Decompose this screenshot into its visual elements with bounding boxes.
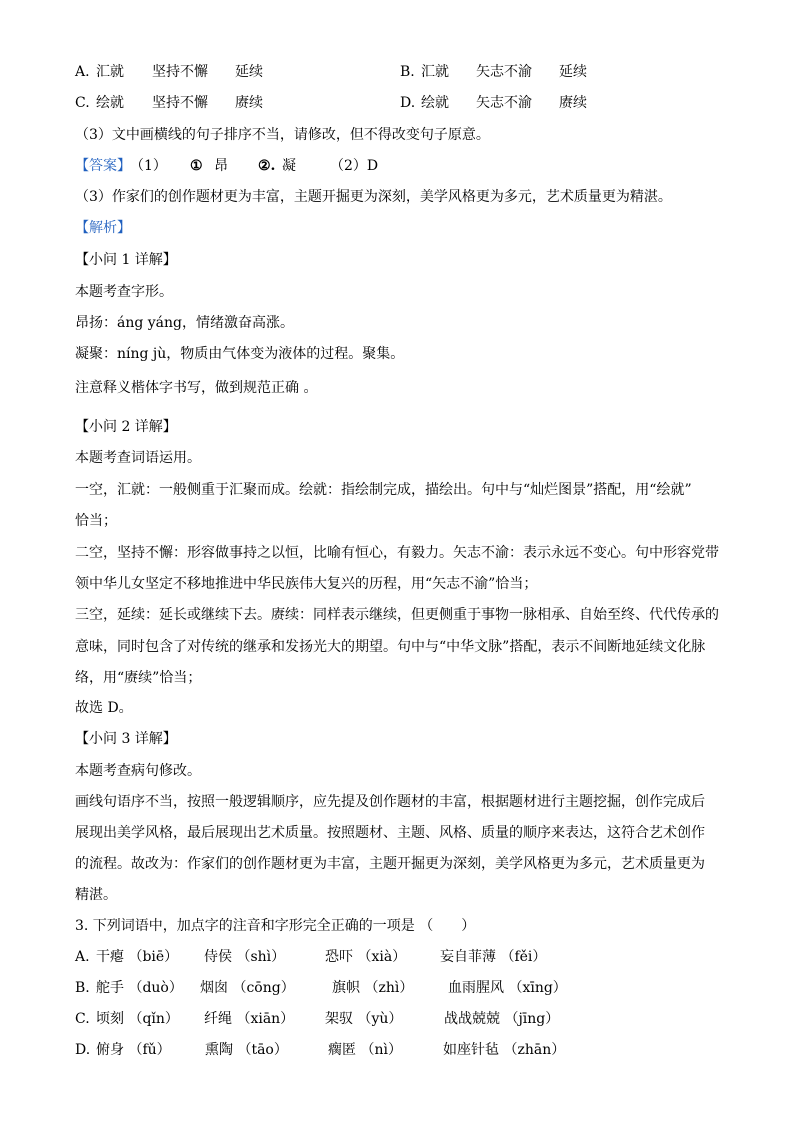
q3-option-d-item-1: 俯身 （fǔ）	[96, 1042, 171, 1058]
sub2-line-5: 领中华儿女坚定不移地推进中华民族伟大复兴的历程，用“矢志不渝”恰当；	[75, 576, 538, 592]
option-d-word3: 赓续	[559, 95, 587, 111]
option-c-letter: C.	[75, 95, 90, 111]
answer-part-2: （2）D	[330, 158, 379, 174]
option-a-letter: A.	[75, 64, 90, 80]
sub2-line-3: 恰当；	[75, 513, 117, 529]
answer-part-1: （1）	[130, 158, 167, 174]
q3-option-d-item-3: 瘸匿 （nì）	[328, 1042, 402, 1058]
q3-option-d-item-4: 如座针毡 （zhān）	[443, 1042, 566, 1058]
q3-option-c-item-1: 顷刻 （qǐn）	[96, 1011, 179, 1027]
sub2-line-2: 一空，汇就：一般侧重于汇聚而成。绘就：指绘制完成，描绘出。句中与“灿烂图景”搭配，用“绘就”	[75, 482, 692, 498]
option-c-word1: 绘就	[96, 95, 124, 111]
sub2-line-8: 络，用“赓续”恰当；	[75, 670, 202, 686]
sub2-line-6: 三空，延续：延长或继续下去。赓续：同样表示继续，但更侧重于事物一脉相承、自始至终、代代传承的	[75, 607, 719, 623]
option-b-word2: 矢志不渝	[476, 64, 532, 80]
option-d-letter: D.	[400, 95, 416, 111]
q3-option-c-letter: C.	[75, 1011, 90, 1027]
answer-1: 昂	[214, 158, 228, 174]
sub3-line-3: 展现出美学风格，最后展现出艺术质量。按照题材、主题、风格、质量的顺序来表达，这符合艺术创作	[75, 825, 705, 841]
question-3-stem: 3. 下列词语中，加点字的注音和字形完全正确的一项是 （ ）	[75, 918, 476, 934]
q3-option-c-item-4: 战战兢兢 （jīng）	[444, 1011, 560, 1027]
sub3-line-1: 本题考查病句修改。	[75, 763, 201, 779]
analysis-label: 【解析】	[75, 220, 131, 236]
answer-label: 【答案】	[75, 158, 131, 174]
option-b-letter: B.	[400, 64, 415, 80]
option-a-word1: 汇就	[96, 64, 124, 80]
q3-option-a-item-1: 干瘪 （biē）	[96, 949, 179, 965]
q3-option-c-item-2: 纤绳 （xiān）	[204, 1011, 295, 1027]
answer-2: 凝	[282, 158, 296, 174]
q3-option-b-item-3: 旗帜 （zhì）	[332, 980, 414, 996]
sub2-title: 【小问 2 详解】	[75, 419, 177, 435]
q3-option-d-item-2: 熏陶 （tāo）	[205, 1042, 288, 1058]
answer-part-3: （3）作家们的创作题材更为丰富，主题开掘更为深刻，美学风格更为多元，艺术质量更为精湛。	[75, 189, 672, 205]
option-c-word2: 坚持不懈	[152, 95, 208, 111]
option-d-word1: 绘就	[421, 95, 449, 111]
option-c-word3: 赓续	[235, 95, 263, 111]
sub2-line-1: 本题考查词语运用。	[75, 450, 201, 466]
q3-option-b-item-1: 舵手 （duò）	[96, 980, 183, 996]
q3-option-d-letter: D.	[75, 1042, 91, 1058]
q3-option-a-item-3: 恐吓 （xià）	[325, 949, 407, 965]
q3-option-a-item-2: 侍侯 （shì）	[204, 949, 286, 965]
sub1-title: 【小问 1 详解】	[75, 252, 177, 268]
q3-option-b-letter: B.	[75, 980, 90, 996]
sub3-title: 【小问 3 详解】	[75, 731, 177, 747]
option-d-word2: 矢志不渝	[476, 95, 532, 111]
sub3-line-2: 画线句语序不当，按照一般逻辑顺序，应先提及创作题材的丰富，根据题材进行主题挖掘，创作完成后	[75, 794, 705, 810]
q3-option-a-item-4: 妄自菲薄 （fěi）	[440, 949, 547, 965]
sub3-line-5: 精湛。	[75, 887, 117, 903]
sub1-line-1: 本题考查字形。	[75, 284, 173, 300]
answer-circle-1: ①	[190, 158, 203, 174]
q3-option-c-item-3: 架驭 （yù）	[325, 1011, 403, 1027]
option-a-word3: 延续	[235, 64, 263, 80]
sub1-line-4: 注意释义楷体字书写，做到规范正确 。	[75, 380, 318, 396]
option-b-word1: 汇就	[421, 64, 449, 80]
sub2-line-7: 意味，同时包含了对传统的继承和发扬光大的期望。句中与“中华文脉”搭配，表示不间断地延续文化脉	[75, 639, 706, 655]
question-2-part-3: （3）文中画横线的句子排序不当，请修改，但不得改变句子原意。	[75, 127, 490, 143]
sub1-line-3: 凝聚：níng jù，物质由气体变为液体的过程。聚集。	[75, 346, 405, 362]
option-b-word3: 延续	[559, 64, 587, 80]
answer-circle-2: ②.	[258, 158, 276, 174]
sub3-line-4: 的流程。故改为：作家们的创作题材更为丰富，主题开掘更为深刻，美学风格更为多元，艺术质量更为	[75, 856, 705, 872]
option-a-word2: 坚持不懈	[152, 64, 208, 80]
sub2-line-4: 二空，坚持不懈：形容做事持之以恒，比喻有恒心，有毅力。矢志不渝：表示永远不变心。句中形容党带	[75, 545, 719, 561]
sub1-line-2: 昂扬：áng yáng，情绪激奋高涨。	[75, 315, 295, 331]
q3-option-b-item-4: 血雨腥风 （xīng）	[448, 980, 567, 996]
sub2-line-9: 故选 D。	[75, 700, 133, 716]
q3-option-a-letter: A.	[75, 949, 90, 965]
q3-option-b-item-2: 烟囱 （cōng）	[200, 980, 295, 996]
